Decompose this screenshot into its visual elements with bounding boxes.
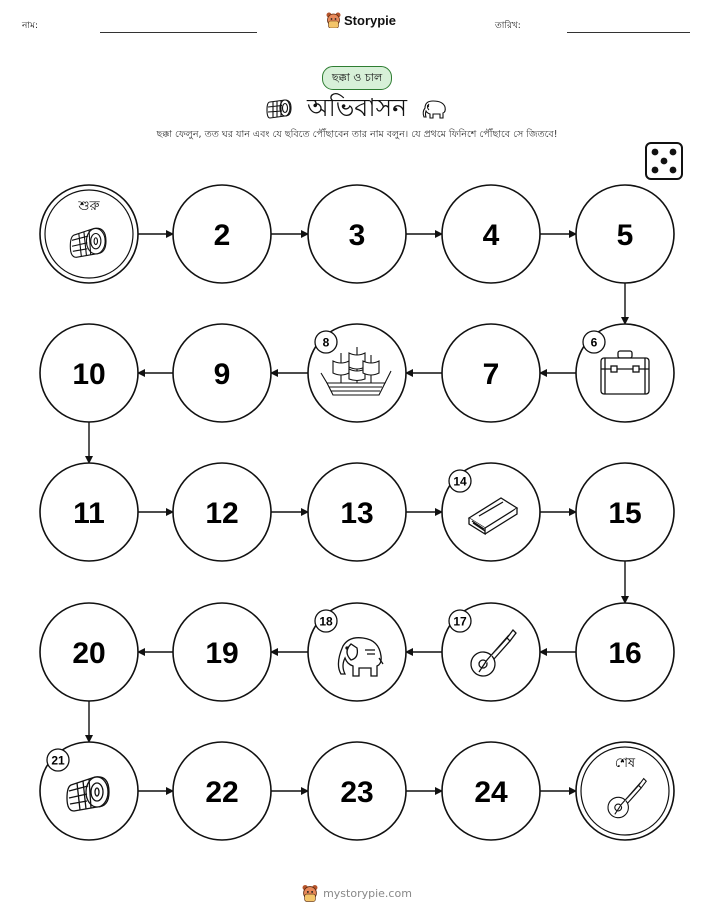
title-text: অভিবাসন bbox=[306, 93, 408, 122]
bear-mascot-icon bbox=[302, 884, 318, 902]
board-cell-6 bbox=[576, 324, 674, 422]
cell-number: 16 bbox=[608, 637, 642, 670]
footer-url: mystorypie.com bbox=[323, 886, 412, 900]
cell-number: 20 bbox=[72, 637, 106, 670]
board-cell-17 bbox=[442, 603, 540, 701]
cell-number: 13 bbox=[340, 497, 374, 530]
board-cell-9 bbox=[173, 324, 271, 422]
board-cell-24 bbox=[442, 742, 540, 840]
cell-number: 12 bbox=[205, 497, 239, 530]
board-cell-14 bbox=[442, 463, 540, 561]
board-cell-22 bbox=[173, 742, 271, 840]
cell-number-badge: 18 bbox=[319, 614, 333, 629]
end-label: শেষ bbox=[614, 756, 636, 771]
cell-number-badge: 8 bbox=[322, 335, 330, 350]
cell-number-badge: 21 bbox=[51, 753, 65, 768]
board-cell-23 bbox=[308, 742, 406, 840]
footer bbox=[0, 884, 714, 902]
date-label: তারিখ: bbox=[495, 21, 521, 31]
cell-number: 9 bbox=[213, 358, 231, 391]
board-cell-4 bbox=[442, 185, 540, 283]
cell-number: 4 bbox=[482, 219, 500, 252]
cell-number: 19 bbox=[205, 637, 239, 670]
board-cell-12 bbox=[173, 463, 271, 561]
cell-number: 5 bbox=[616, 219, 634, 252]
board-cell-8 bbox=[308, 324, 406, 422]
board-cell-16 bbox=[576, 603, 674, 701]
board-cell-20 bbox=[40, 603, 138, 701]
instructions: ছক্কা ফেলুন, তত ঘর যান এবং যে ছবিতে পৌঁছাবেন তার নাম বলুন। যে প্রথমে ফিনিশে পৌঁছাবে সে জিতবে! bbox=[156, 129, 558, 140]
board-cell-1 bbox=[40, 185, 138, 283]
board-cell-11 bbox=[40, 463, 138, 561]
board-cell-19 bbox=[173, 603, 271, 701]
board-cell-21 bbox=[40, 742, 138, 840]
board-cell-3 bbox=[308, 185, 406, 283]
cell-number: 10 bbox=[72, 358, 106, 391]
board-cell-25 bbox=[576, 742, 674, 840]
name-label: নাম: bbox=[22, 21, 39, 31]
cell-number: 3 bbox=[348, 219, 366, 252]
suitcase-icon bbox=[601, 351, 649, 394]
board-cell-18 bbox=[308, 603, 406, 701]
board-cell-2 bbox=[173, 185, 271, 283]
board-cell-7 bbox=[442, 324, 540, 422]
cell-number-badge: 17 bbox=[453, 614, 467, 629]
cell-number: 2 bbox=[213, 219, 231, 252]
board-cell-15 bbox=[576, 463, 674, 561]
start-label: শুরু bbox=[78, 199, 100, 214]
board-cell-13 bbox=[308, 463, 406, 561]
cell-number-badge: 14 bbox=[453, 474, 467, 489]
brand-name: Storypie bbox=[344, 12, 397, 28]
board-cell-5 bbox=[576, 185, 674, 283]
cell-number: 22 bbox=[205, 776, 239, 809]
cell-number-badge: 6 bbox=[590, 335, 598, 350]
cell-number: 15 bbox=[608, 497, 642, 530]
board-cell-10 bbox=[40, 324, 138, 422]
game-type-tag: ছক্কা ও চাল bbox=[322, 66, 392, 90]
cell-number: 24 bbox=[474, 776, 508, 809]
cell-number: 11 bbox=[73, 497, 105, 530]
cell-number: 7 bbox=[482, 358, 500, 391]
cell-number: 23 bbox=[340, 776, 374, 809]
